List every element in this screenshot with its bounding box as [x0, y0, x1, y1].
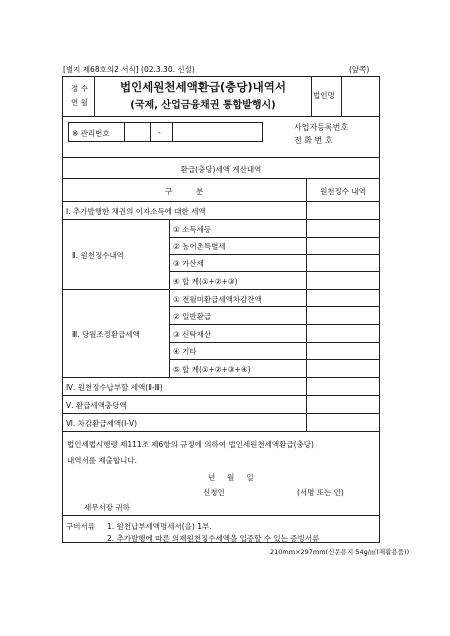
row-withholding-item: ④ 합 계(①+②+③) [173, 277, 238, 286]
attachment-item: 1. 원천납부세액명세서(을) 1부. [107, 522, 212, 531]
divider [172, 122, 173, 142]
divider [62, 157, 380, 158]
amount-field-row2-1[interactable] [308, 221, 378, 235]
form-subtitle: (국제, 산업금융채권 통합발행시) [130, 100, 276, 111]
amount-field-row3-2[interactable] [308, 308, 378, 322]
row-withholding-item: ③ 가산세 [173, 259, 204, 268]
form-title: 법인세원천세액환급(충당)내역서 [119, 80, 287, 94]
mgmt-no-field-2[interactable] [174, 123, 261, 141]
mgmt-no-dash: - [158, 128, 161, 137]
amount-field-row3-3[interactable] [308, 326, 378, 340]
row-net-refund: Ⅵ. 차감환급세액(Ⅰ-Ⅴ) [66, 419, 138, 428]
biz-reg-label: 사업자등록번호 [294, 123, 349, 132]
divider [150, 122, 151, 142]
divider [62, 395, 380, 396]
year-label: 정 수 [71, 84, 88, 93]
page-side-label: (앞쪽) [349, 65, 370, 74]
divider [62, 178, 380, 179]
amount-field-row3-1[interactable] [308, 291, 378, 304]
amount-field-row1[interactable] [308, 203, 378, 217]
row-withholding-item: ② 농어촌특별세 [173, 242, 226, 251]
amount-field-row5[interactable] [308, 397, 378, 411]
amount-field-row2-3[interactable] [308, 256, 378, 269]
divider [94, 76, 95, 116]
divider [169, 254, 380, 255]
row-adjust-item: ④ 기타 [173, 347, 197, 356]
amount-field-row3-4[interactable] [308, 344, 378, 357]
month-label: 연 월 [71, 98, 88, 107]
row-interest-tax: Ⅰ. 추가발행한 채권의 이자소득에 대한 세액 [66, 207, 206, 216]
mgmt-no-field-1[interactable] [126, 123, 148, 141]
row-adjust-item: ① 전월미환급세액차감잔액 [173, 295, 262, 304]
divider [341, 76, 342, 116]
col-category-header: 구 분 [164, 187, 204, 196]
applicant-label: 신청인 [203, 488, 225, 497]
divider [169, 306, 380, 307]
amount-field-row6[interactable] [308, 415, 378, 429]
amount-field-row2-4[interactable] [308, 273, 378, 287]
divider [62, 413, 380, 414]
col-amount-header: 원천징수 내역 [320, 187, 366, 196]
phone-label: 전 화 번 호 [294, 136, 333, 145]
divider [62, 377, 380, 378]
divider [311, 76, 312, 116]
row-refund-allocated: Ⅴ. 환급세액충당액 [66, 401, 127, 410]
divider [169, 237, 380, 238]
divider [124, 122, 125, 142]
amount-field-row4[interactable] [308, 379, 378, 393]
mgmt-no-label: ※ 관리번호 [72, 129, 110, 138]
form-number: [별지 제68호의2 서식] (02.3.30. 신설) [63, 65, 195, 74]
corp-name-field[interactable] [343, 78, 377, 114]
divider [169, 342, 380, 343]
divider [62, 201, 380, 202]
declaration-text: 내역서를 제출합니다. [67, 456, 137, 465]
divider [62, 116, 380, 117]
amount-field-row2-2[interactable] [308, 239, 378, 252]
divider [62, 515, 380, 516]
row-adjust-label: Ⅲ. 당월조정환급세액 [72, 330, 140, 339]
divider [62, 219, 380, 220]
divider [169, 324, 380, 325]
declaration-text: 법인세법시행령 제111조 제6항의 규정에 의하여 법인세원천세액환급(충당) [67, 440, 314, 449]
divider [306, 178, 307, 431]
paper-spec: 210mm×297mm(신문용지 54g/㎡(재활용품)) [270, 548, 410, 556]
divider [62, 289, 380, 290]
divider [169, 219, 170, 377]
row-adjust-item: ② 일반환급 [173, 312, 212, 321]
row-adjust-item: ③ 신탁재산 [173, 330, 212, 339]
row-withholding-item: ① 소득세등 [173, 225, 212, 234]
amount-field-row3-5[interactable] [308, 361, 378, 375]
divider [169, 359, 380, 360]
attachments-label: 구비서류 [66, 522, 95, 531]
divider [62, 431, 380, 432]
row-withholding-label: Ⅱ. 원천징수내역 [72, 251, 124, 260]
row-adjust-item: ⑤ 합 계(①+②+③+④) [173, 365, 251, 374]
signature-label: (서명 또는 인) [297, 488, 344, 497]
divider [169, 271, 380, 272]
calc-section-title: 환급(충당)세액 계산내역 [180, 165, 262, 174]
corp-name-label: 법인명 [313, 91, 335, 100]
row-payable-tax: Ⅳ. 원천징수납부할 세액(Ⅱ-Ⅲ) [66, 383, 163, 392]
attachment-item: 2. 추가발행에 따른 의제원천징수세액을 입증할 수 있는 증빙서류 [107, 534, 320, 543]
recipient-label: 세무서장 귀하 [84, 503, 130, 512]
date-line: 년 월 일 [208, 473, 254, 482]
